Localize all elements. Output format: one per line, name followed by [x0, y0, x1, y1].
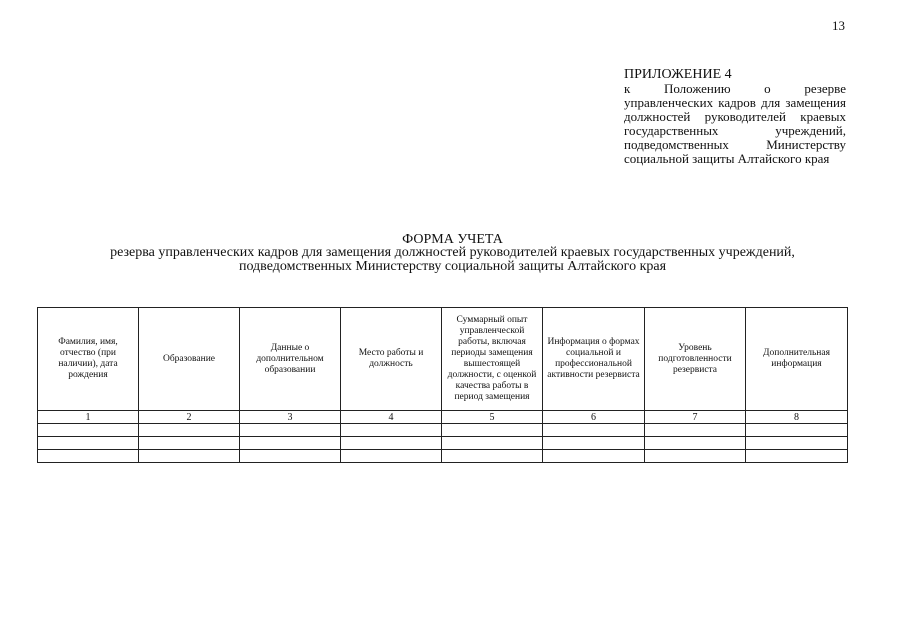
- form-title: ФОРМА УЧЕТА: [402, 232, 503, 247]
- form-subtitle: резерва управленческих кадров для замещения должностей руководителей краевых государственных учреждений, подведомственных Министерству социальной защиты Алтайского края: [110, 245, 795, 274]
- table-cell: [341, 437, 442, 450]
- column-header-readiness-level: Уровень подготовленности резервиста: [645, 308, 746, 411]
- table-cell: [240, 424, 341, 437]
- column-header-workplace: Место работы и должность: [341, 308, 442, 411]
- table-cell: [543, 450, 645, 463]
- column-header-name: Фамилия, имя, отчество (при наличии), дата рождения: [38, 308, 139, 411]
- column-header-additional-education: Данные о дополнительном образовании: [240, 308, 341, 411]
- appendix-title: ПРИЛОЖЕНИЕ 4: [624, 67, 732, 82]
- table-row: [38, 450, 848, 463]
- table-cell: [38, 424, 139, 437]
- column-number: 5: [442, 411, 543, 424]
- table-cell: [341, 450, 442, 463]
- table-cell: [746, 437, 848, 450]
- table-cell: [746, 424, 848, 437]
- appendix-body: к Положению о резерве управленческих кадров для замещения должностей руководителей краевых государственных учреждений, подведомственных Министерству социальной защиты Алтайского края: [624, 81, 846, 166]
- table-row: [38, 424, 848, 437]
- column-header-additional-info: Дополнительная информация: [746, 308, 848, 411]
- table-cell: [38, 437, 139, 450]
- column-number: 3: [240, 411, 341, 424]
- column-header-management-experience: Суммарный опыт управленческой работы, включая периоды замещения вышестоящей должности, с оценкой качества работы в период замещения: [442, 308, 543, 411]
- column-number: 6: [543, 411, 645, 424]
- table-cell: [746, 450, 848, 463]
- table-cell: [240, 450, 341, 463]
- column-header-education: Образование: [139, 308, 240, 411]
- table-row: [38, 437, 848, 450]
- column-number-row: [38, 411, 848, 424]
- table-cell: [645, 437, 746, 450]
- table-cell: [139, 424, 240, 437]
- table-cell: [139, 450, 240, 463]
- column-number: 4: [341, 411, 442, 424]
- page-number: 13: [832, 18, 845, 33]
- table-cell: [442, 437, 543, 450]
- table-header-row: [38, 308, 848, 411]
- table-cell: [645, 450, 746, 463]
- appendix-block: [624, 68, 846, 166]
- column-number: 1: [38, 411, 139, 424]
- table-cell: [645, 424, 746, 437]
- table-cell: [442, 450, 543, 463]
- table-cell: [240, 437, 341, 450]
- table-cell: [442, 424, 543, 437]
- table-cell: [543, 424, 645, 437]
- column-number: 8: [746, 411, 848, 424]
- table-cell: [139, 437, 240, 450]
- table-cell: [341, 424, 442, 437]
- register-table: [37, 307, 848, 463]
- table-cell: [38, 450, 139, 463]
- column-header-activity-info: Информация о формах социальной и профессиональной активности резервиста: [543, 308, 645, 411]
- column-number: 7: [645, 411, 746, 424]
- table-cell: [543, 437, 645, 450]
- column-number: 2: [139, 411, 240, 424]
